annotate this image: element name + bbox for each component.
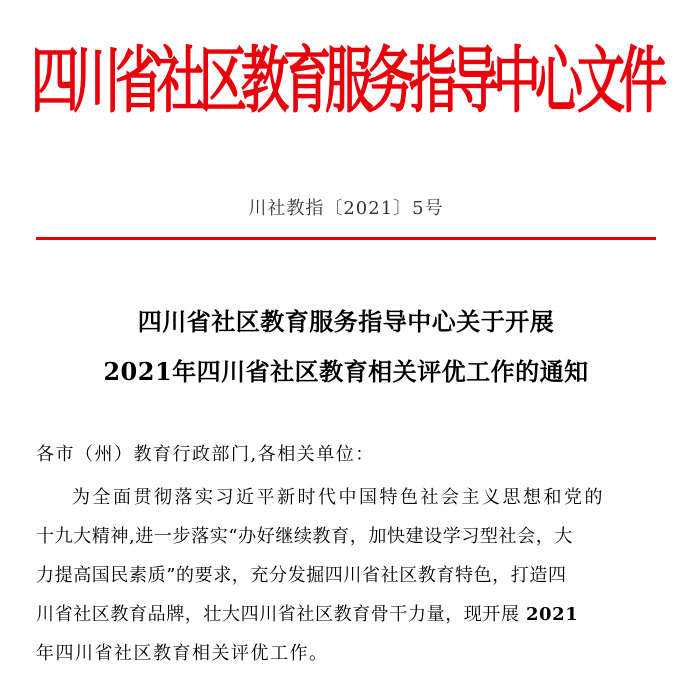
red-divider-line <box>36 237 656 240</box>
body-line-4-text: 川省社区教育品牌，壮大四川省社区教育骨干力量，现开展 <box>36 604 520 625</box>
addressee: 各市（州）教育行政部门,各相关单位： <box>36 444 375 465</box>
red-header-banner: 四川省社区教育服务指导中心文件 <box>31 38 662 123</box>
document-number: 川社教指〔2021〕5号 <box>248 198 444 219</box>
body-line-3: 力提高国民素质”的要求，充分发掘四川省社区教育特色，打造四 <box>36 565 567 586</box>
body-line-5: 年四川省社区教育相关评优工作。 <box>36 643 329 664</box>
year-inline: 2021 <box>525 604 579 625</box>
body-line-4 <box>36 600 578 626</box>
notice-title-line-2: 2021年四川省社区教育相关评优工作的通知 <box>103 357 589 386</box>
notice-title-line-1: 四川省社区教育服务指导中心关于开展 <box>137 307 555 336</box>
body-line-2: 十九大精神,进一步落实“办好继续教育，加快建设学习型社会，大 <box>36 526 573 547</box>
body-line-1: 为全面贯彻落实习近平新时代中国特色社会主义思想和党的 <box>72 487 605 508</box>
